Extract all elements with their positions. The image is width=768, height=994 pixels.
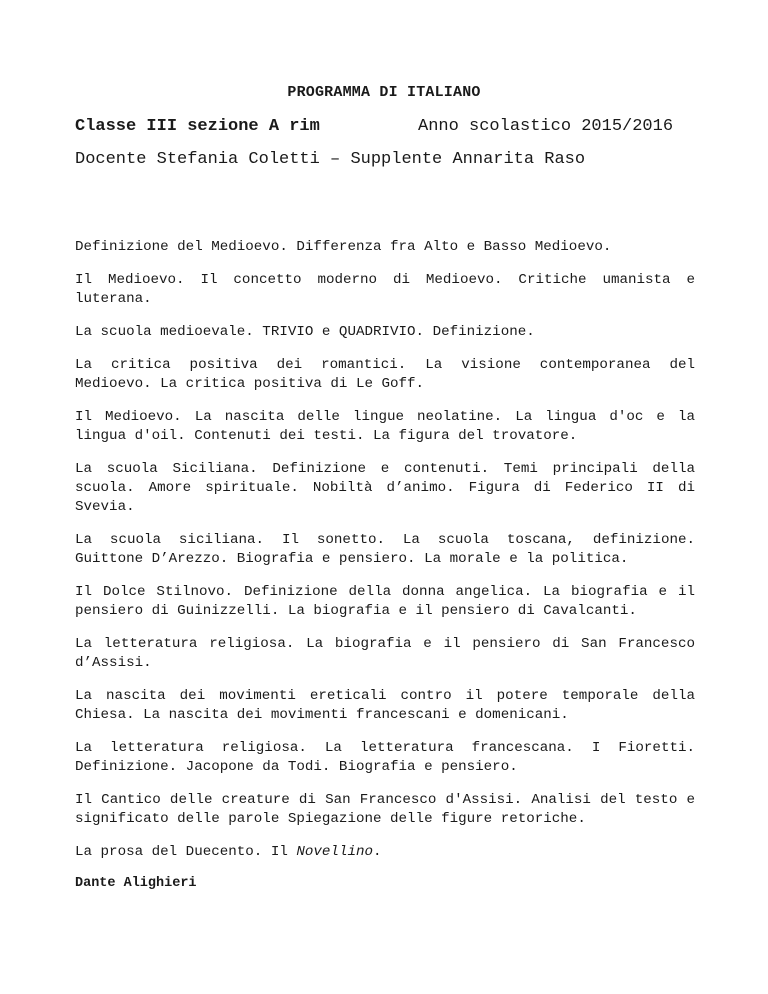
program-paragraph: La critica positiva dei romantici. La visione contemporanea del Medioevo. La critica positiva di Le Goff. [75, 357, 695, 392]
program-paragraph: Il Medioevo. Il concetto moderno di Medioevo. Critiche umanista e luterana. [75, 272, 695, 307]
program-paragraph: La scuola medioevale. TRIVIO e QUADRIVIO. Definizione. [75, 324, 535, 340]
program-paragraph: Il Dolce Stilnovo. Definizione della donna angelica. La biografia e il pensiero di Guinizzelli. La biografia e il pensiero di Cavalcanti. [75, 584, 695, 619]
teacher-line: Docente Stefania Coletti – Supplente Annarita Raso [75, 150, 586, 169]
class-label: Classe III sezione A rim [75, 117, 320, 136]
class-info-line [75, 117, 695, 139]
prose-italic-title: Novellino [296, 844, 373, 860]
program-paragraph: La letteratura religiosa. La biografia e il pensiero di San Francesco d’Assisi. [75, 636, 695, 671]
program-paragraph: La letteratura religiosa. La letteratura francescana. I Fioretti. Definizione. Jacopone da Todi. Biografia e pensiero. [75, 740, 695, 775]
program-paragraph: La scuola Siciliana. Definizione e contenuti. Temi principali della scuola. Amore spirituale. Nobiltà d’animo. Figura di Federico II di Svevia. [75, 461, 695, 515]
program-paragraph: La scuola siciliana. Il sonetto. La scuola toscana, definizione. Guittone D’Arezzo. Biografia e pensiero. La morale e la politica. [75, 532, 695, 567]
section-heading-dante: Dante Alighieri [75, 876, 197, 891]
program-paragraph: Il Medioevo. La nascita delle lingue neolatine. La lingua d'oc e la lingua d'oil. Contenuti dei testi. La figura del trovatore. [75, 409, 695, 444]
document-title: PROGRAMMA DI ITALIANO [287, 84, 481, 101]
prose-paragraph [75, 843, 695, 862]
program-paragraph: Definizione del Medioevo. Differenza fra Alto e Basso Medioevo. [75, 239, 612, 255]
program-paragraph: La nascita dei movimenti ereticali contro il potere temporale della Chiesa. La nascita dei movimenti francescani e domenicani. [75, 688, 695, 723]
program-paragraph: Il Cantico delle creature di San Francesco d'Assisi. Analisi del testo e significato delle parole Spiegazione delle figure retoriche. [75, 792, 695, 827]
program-content [75, 238, 695, 893]
school-year-label: Anno scolastico 2015/2016 [418, 117, 674, 136]
prose-prefix: La prosa del Duecento. Il [75, 844, 297, 860]
prose-suffix: . [373, 844, 382, 860]
